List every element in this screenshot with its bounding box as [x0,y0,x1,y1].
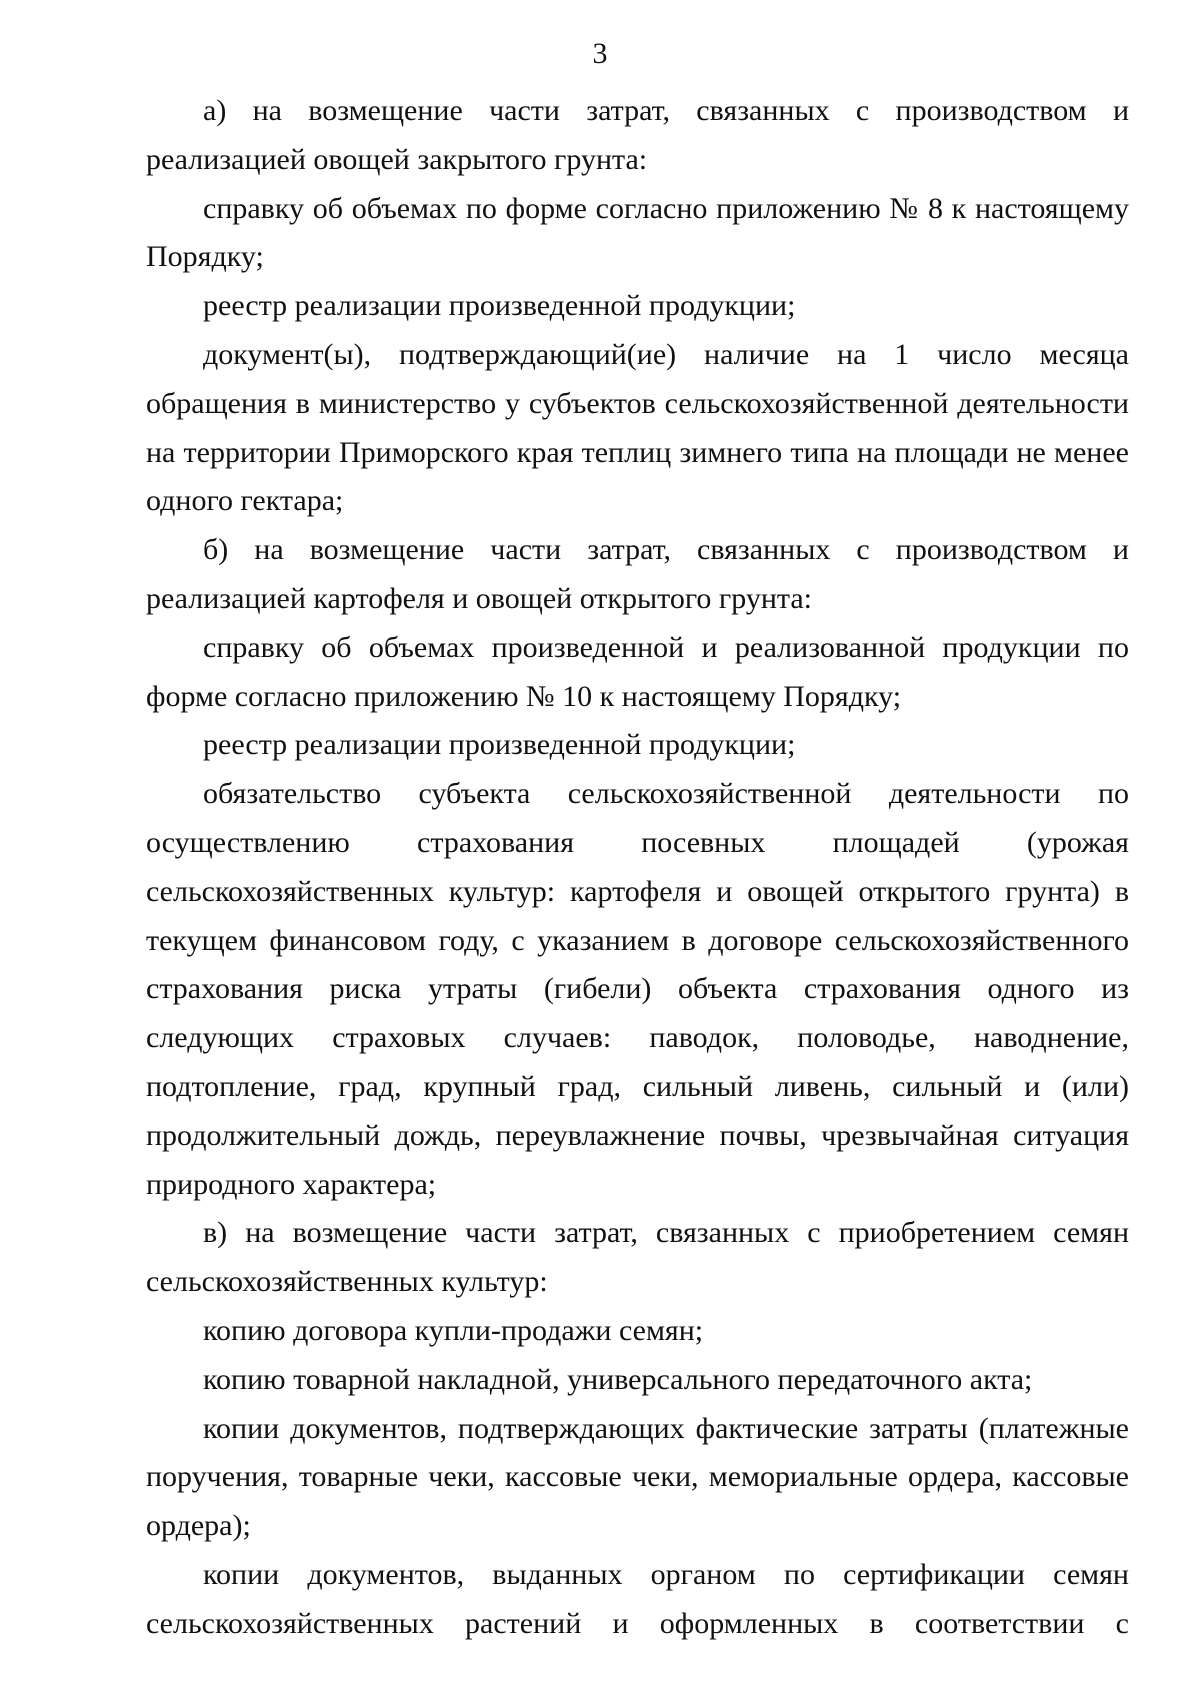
document-body [146,87,1129,1649]
paragraph-seed-contract-copy: копию договора купли-продажи семян; [203,1313,704,1347]
paragraph-insurance-obligation: обязательство субъекта сельскохозяйственной деятельности по осуществлению страхования посевных площадей (урожая сельскохозяйственных культур: картофеля и овощей открытого грунта) в текущем финансовом году, с указанием в договоре сельскохозяйственного страхования риска утраты (гибели) объекта страхования одного из следующих страховых случаев: паводок, половодье, наводнение, подтопление, град, крупный град, сильный ливень, сильный и (или) продолжительный дождь, переувлажнение почвы, чрезвычайная ситуация природного характера; [146,777,1129,1201]
paragraph-a-vegetables-closed-ground: а) на возмещение части затрат, связанных с производством и реализацией овощей закрытого грунта: [146,94,1129,176]
paragraph-b-potatoes-open-ground: б) на возмещение части затрат, связанных с производством и реализацией картофеля и овощей открытого грунта: [146,533,1129,615]
paragraph-volume-certificate-app8: справку об объемах по форме согласно приложению № 8 к настоящему Порядку; [146,191,1129,274]
paragraph-v-seeds: в) на возмещение части затрат, связанных с приобретением семян сельскохозяйственных культур: [146,1216,1129,1299]
paragraph-sales-register: реестр реализации произведенной продукции; [203,728,796,762]
paragraph-invoice-copy: копию товарной накладной, универсального передаточного акта; [203,1362,1033,1396]
paragraph-volume-certificate-app10: справку об объемах произведенной и реализованной продукции по форме согласно приложению № 10 к настоящему Порядку; [146,630,1129,713]
paragraph-greenhouse-documents: документ(ы), подтверждающий(ие) наличие на 1 число месяца обращения в министерство у субъектов сельскохозяйственной деятельности на территории Приморского края теплиц зимнего типа на площади не менее одного гектара; [146,337,1129,518]
paragraph-certification-documents: копии документов, выданных органом по сертификации семян сельскохозяйственных растений и оформленных в соответствии с [146,1557,1129,1640]
paragraph-sales-register: реестр реализации произведенной продукции; [203,289,796,323]
page-number: 3 [592,37,608,70]
paragraph-expense-documents: копии документов, подтверждающих фактические затраты (платежные поручения, товарные чеки, кассовые чеки, мемориальные ордера, кассовые ордера); [146,1411,1129,1543]
